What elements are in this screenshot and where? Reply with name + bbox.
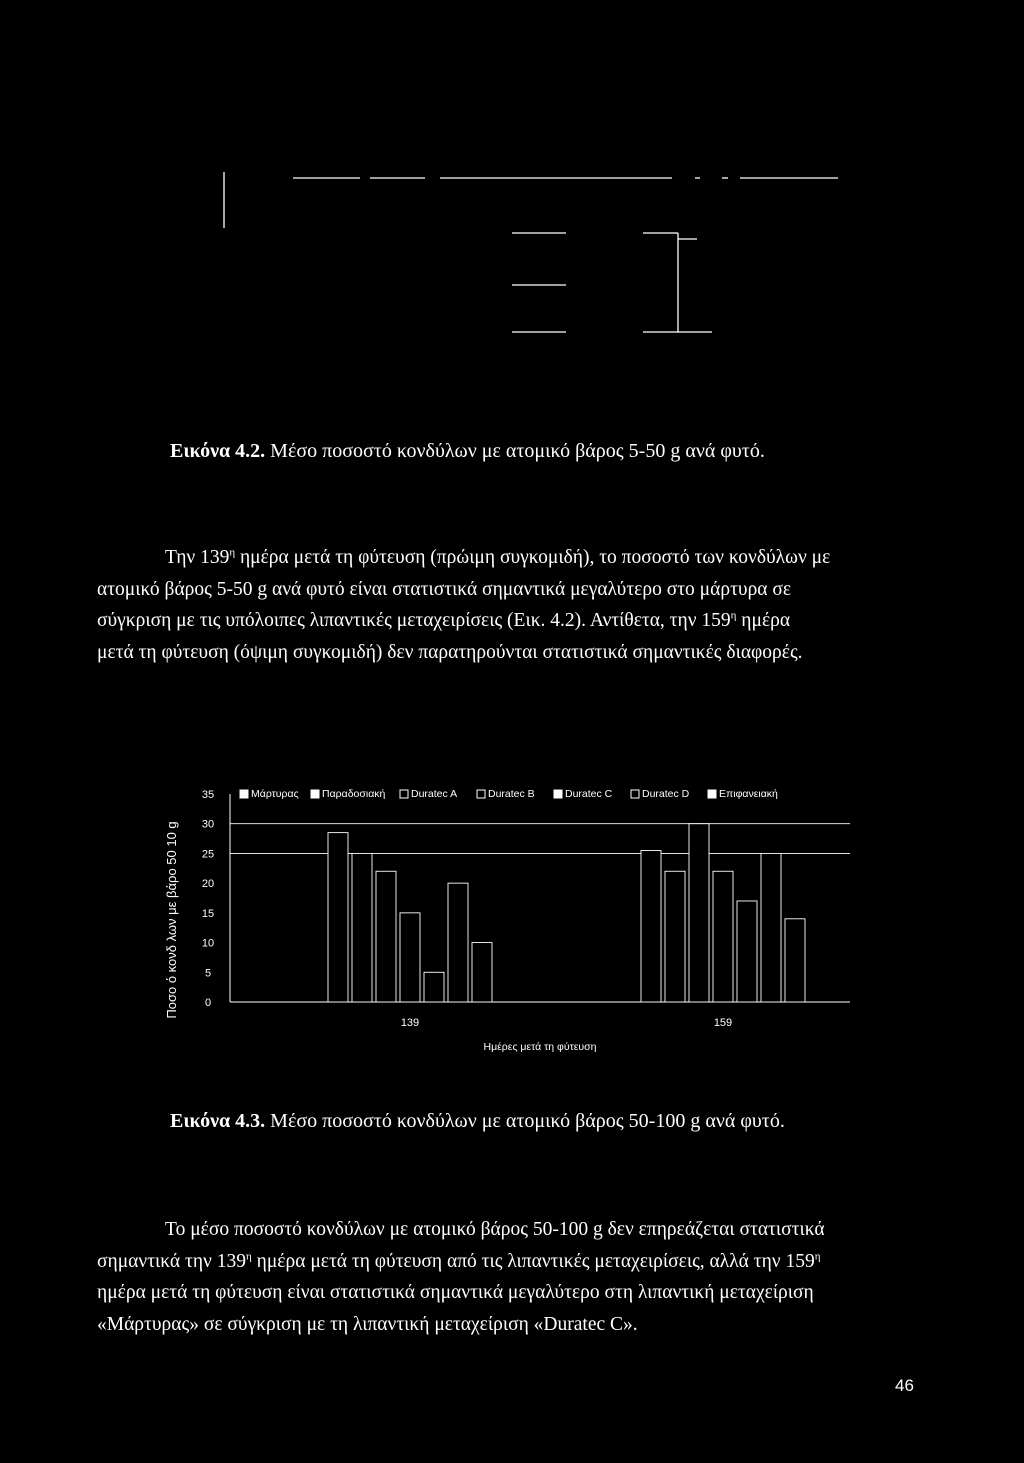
legend-swatch — [240, 790, 248, 798]
bar-139-1 — [352, 853, 372, 1002]
text-run: σύγκριση με τις υπόλοιπες λιπαντικές μεταχειρίσεις (Εικ. 4.2). Αντίθετα, την 159 — [97, 610, 731, 631]
legend-swatch — [311, 790, 319, 798]
figure-4-3-caption — [170, 1110, 785, 1133]
bar-chart — [150, 780, 870, 1060]
text-run: Την 139 — [165, 547, 230, 568]
text-run: ημέρα μετά τη φύτευση από τις λιπαντικές μεταχειρίσεις, αλλά την 159 — [251, 1250, 815, 1272]
legend-label: Duratec D — [642, 788, 690, 800]
text-run: σημαντικά την 139 — [97, 1250, 247, 1272]
legend-swatch — [631, 790, 639, 798]
figure-4-2-caption-prefix: Εικόνα 4.2. — [170, 440, 266, 462]
y-tick-label: 35 — [201, 789, 215, 801]
y-tick-label: 25 — [201, 848, 215, 861]
bar-159-1 — [665, 871, 685, 1002]
paragraph-1-line-1 — [97, 542, 927, 574]
bar-139-3 — [400, 913, 420, 1002]
bar-139-2 — [376, 871, 396, 1002]
paragraph-1 — [97, 542, 927, 668]
legend-swatch — [477, 790, 485, 798]
text-run: ημέρα μετά τη φύτευση (πρώιμη συγκομιδή), το ποσοστό των κονδύλων με — [235, 547, 831, 568]
legend-label: Duratec B — [488, 788, 535, 800]
legend-item — [477, 788, 535, 800]
bar-139-4 — [424, 972, 444, 1002]
bar-159-3 — [713, 871, 733, 1002]
superscript: η — [229, 546, 236, 559]
legend-item — [311, 788, 386, 800]
page-number: 46 — [895, 1376, 914, 1395]
bar-139-6 — [472, 943, 492, 1002]
legend-item — [708, 788, 778, 800]
gridlines — [230, 824, 850, 854]
legend-swatch — [708, 790, 716, 798]
y-tick-label: 30 — [201, 818, 215, 831]
legend — [240, 788, 778, 800]
legend-label: Παραδοσιακή — [322, 788, 386, 800]
paragraph-2-line-4: «Μάρτυρας» σε σύγκριση με τη λιπαντική μεταχείριση «Duratec C». — [97, 1313, 638, 1335]
superscript: η — [730, 609, 737, 622]
figure-4-3-caption-prefix: Εικόνα 4.3. — [170, 1110, 266, 1132]
paragraph-2-line-3: ημέρα μετά τη φύτευση είναι στατιστικά σημαντικά μεγαλύτερο στη λιπαντική μεταχείριση — [97, 1282, 814, 1303]
legend-item — [240, 788, 299, 800]
y-tick-label: 10 — [201, 937, 215, 950]
bars — [328, 824, 805, 1002]
bar-159-4 — [737, 901, 757, 1002]
legend-label: Duratec A — [411, 788, 458, 800]
superscript: η — [814, 1250, 821, 1262]
legend-label: Επιφανειακή — [719, 788, 778, 800]
y-tick-labels — [202, 789, 214, 1009]
y-axis-label: Ποσο ό κονδ λων με βάρο 50 10 g — [164, 821, 179, 1019]
legend-item — [631, 788, 690, 800]
paragraph-1-line-4: μετά τη φύτευση (όψιμη συγκομιδή) δεν παρατηρούνται στατιστικά σημαντικές διαφορές. — [97, 641, 803, 663]
bar-159-6 — [785, 919, 805, 1002]
superscript: η — [246, 1250, 252, 1262]
text-run: ημέρα — [736, 610, 791, 631]
legend-item — [400, 788, 457, 800]
bar-159-5 — [761, 853, 781, 1002]
legend-swatch — [400, 790, 408, 798]
x-tick-label: 139 — [400, 1017, 420, 1029]
legend-swatch — [554, 790, 562, 798]
paragraph-2-line-1: Το μέσο ποσοστό κονδύλων με ατομικό βάρος 50-100 g δεν επηρεάζεται στατιστικά — [165, 1219, 825, 1240]
legend-label: Μάρτυρας — [251, 788, 299, 800]
bar-159-2 — [689, 824, 709, 1002]
legend-item — [554, 788, 613, 800]
x-tick-labels — [401, 1017, 732, 1029]
x-axis-label: Ημέρες μετά τη φύτευση — [483, 1041, 597, 1053]
figure-4-2-caption — [170, 440, 765, 463]
bar-159-0 — [641, 850, 661, 1002]
y-tick-label: 5 — [204, 967, 212, 980]
figure-4-3-chart — [150, 780, 870, 1060]
x-tick-label: 159 — [713, 1017, 733, 1029]
legend-label: Duratec C — [565, 788, 613, 800]
figure-4-2-caption-text: Μέσο ποσοστό κονδύλων με ατομικό βάρος 5-50 g ανά φυτό. — [270, 440, 765, 462]
figure-4-2-remnant — [0, 120, 1024, 340]
paragraph-1-line-2: ατομικό βάρος 5-50 g ανά φυτό είναι στατιστικά σημαντικά μεγαλύτερο στο μάρτυρα σε — [97, 578, 792, 600]
paragraph-2 — [97, 1214, 927, 1340]
y-tick-label: 15 — [201, 907, 215, 920]
bar-139-5 — [448, 883, 468, 1002]
bar-139-0 — [328, 833, 348, 1002]
y-tick-label: 0 — [204, 997, 212, 1009]
figure-4-3-caption-text: Μέσο ποσοστό κονδύλων με ατομικό βάρος 50-100 g ανά φυτό. — [270, 1110, 785, 1132]
paragraph-1-line-3 — [97, 605, 927, 637]
paragraph-2-line-2 — [97, 1246, 927, 1278]
y-tick-label: 20 — [201, 878, 215, 891]
